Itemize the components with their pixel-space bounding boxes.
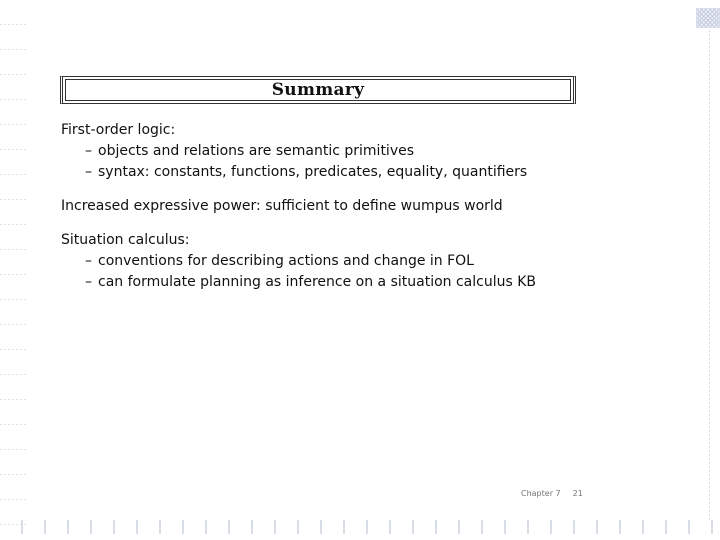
bullet-item	[61, 162, 661, 183]
corner-grid-icon	[696, 8, 720, 28]
left-margin-decoration	[0, 0, 26, 540]
footer-chapter: Chapter 7	[521, 489, 561, 498]
paragraph-expressive-power	[61, 196, 661, 217]
paragraph-heading: First-order logic:	[61, 122, 176, 138]
slide-title-box	[60, 76, 576, 104]
bullet-marker: –	[85, 164, 92, 180]
bottom-margin-decoration	[0, 520, 720, 534]
slide-footer	[521, 489, 583, 498]
slide-title: Summary	[271, 80, 365, 100]
paragraph-heading: Situation calculus:	[61, 232, 190, 248]
bullet-item	[61, 141, 661, 162]
bullet-text: objects and relations are semantic primitives	[98, 143, 415, 159]
slide-content	[61, 120, 661, 306]
bullet-text: can formulate planning as inference on a situation calculus KB	[98, 274, 536, 290]
bullet-marker: –	[85, 274, 92, 290]
right-margin-rule	[709, 30, 710, 520]
bullet-marker: –	[85, 253, 92, 269]
bullet-item	[61, 251, 661, 272]
paragraph-first-order-logic	[61, 120, 661, 183]
footer-page-number: 21	[572, 489, 583, 498]
paragraph-heading: Increased expressive power: sufficient to define wumpus world	[61, 198, 503, 214]
bullet-text: conventions for describing actions and change in FOL	[98, 253, 474, 269]
bullet-item	[61, 272, 661, 293]
paragraph-situation-calculus	[61, 230, 661, 293]
bullet-text: syntax: constants, functions, predicates, equality, quantifiers	[98, 164, 528, 180]
bullet-marker: –	[85, 143, 92, 159]
